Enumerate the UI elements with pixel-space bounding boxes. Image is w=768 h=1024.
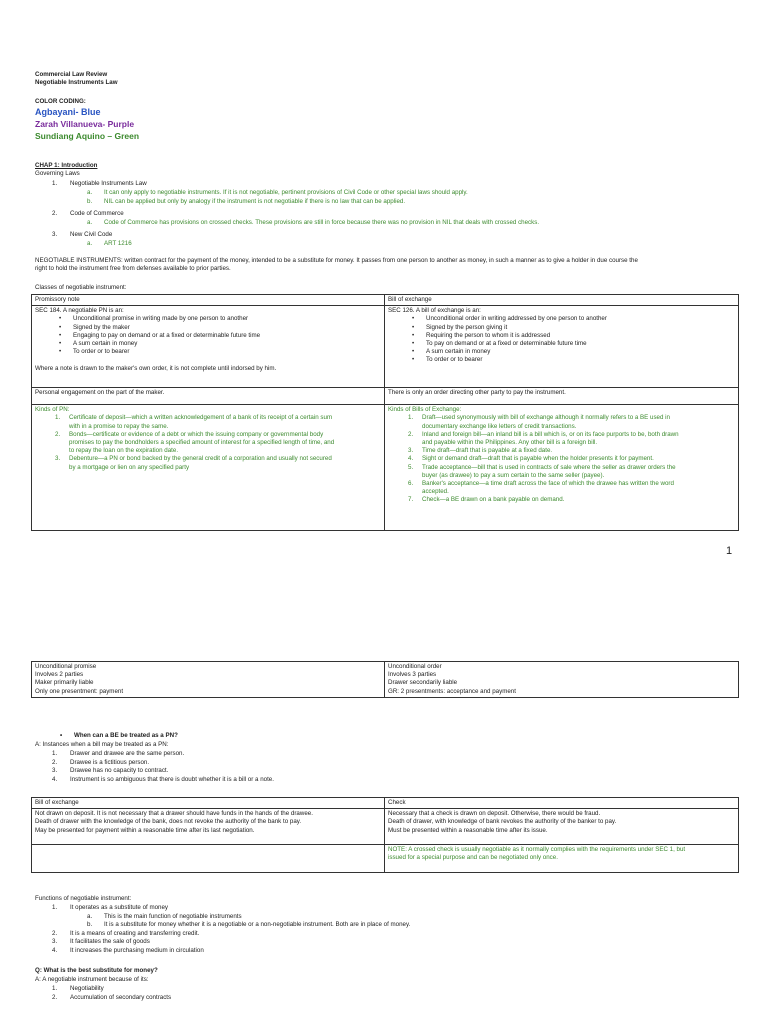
table-cell: [32, 845, 385, 873]
list-item: 2. Accumulation of secondary contracts: [52, 994, 172, 1001]
substitute-question: Q: What is the best substitute for money?: [35, 967, 158, 974]
be-definition-cell: [385, 306, 739, 388]
list-item: 1. Negotiable Instruments Law: [52, 180, 147, 187]
coder-blue: Agbayani- Blue: [35, 107, 101, 117]
list-item: 4. It increases the purchasing medium in circulation: [52, 946, 204, 954]
list-item: 3. Time draft—draft that is payable at a fixed date.: [408, 447, 553, 455]
pn-definition-cell: [32, 306, 385, 388]
pn-vs-be-table: [31, 294, 739, 531]
definition-line-2: right to hold the instrument free from defenses available to prior parties.: [35, 265, 231, 272]
list-item: a. Code of Commerce has provisions on crossed checks. These provisions are still in force because there was no provision in NIL that deals with crossed checks.: [87, 219, 540, 226]
list-item: 1. Drawer and drawee are the same person.: [52, 750, 185, 757]
list-item: • A sum certain in money: [412, 348, 491, 356]
be-as-pn-list: [52, 750, 652, 784]
list-item: b. It is a substitute for money whether it is a negotiable or a non-negotiable instrument. Both are in place of money.: [87, 921, 411, 928]
table-row: [32, 845, 739, 873]
chapter-heading: CHAP 1: Introduction: [35, 162, 98, 169]
list-item: a. It can only apply to negotiable instruments. If it is not negotiable, pertinent provisions of Civil Code or other special laws should apply.: [87, 189, 468, 196]
kinds-pn-cell: [32, 405, 385, 531]
table-row: [32, 662, 739, 698]
table-row: [32, 388, 739, 405]
table-row: [32, 306, 739, 388]
kinds-be-title: Kinds of Bills of Exchange:: [388, 406, 462, 414]
pn-section: SEC 184. A negotiable PN is an:: [35, 307, 124, 315]
color-coding-label: COLOR CODING:: [35, 98, 86, 105]
list-item: • Unconditional promise in writing made by one person to another: [59, 315, 249, 323]
governing-laws-list: [52, 180, 732, 249]
list-item: • Signed by the maker: [59, 323, 130, 331]
table-row: [32, 798, 739, 809]
crossed-check-note: NOTE: A crossed check is usually negotiable as it normally complies with the requirements under SEC 1, but issued for a special purpose and can be negotiated only once.: [385, 845, 739, 873]
list-item: • Signed by the person giving it: [412, 323, 508, 331]
doc-title: Commercial Law Review: [35, 71, 108, 78]
functions-title: Functions of negotiable instrument:: [35, 895, 132, 902]
list-item: • To order or to bearer: [59, 348, 130, 356]
table-row: [32, 405, 739, 531]
list-item: 3. Drawee has no capacity to contract.: [52, 767, 169, 774]
table-cell: Not drawn on deposit. It is not necessary that a drawer should have funds in the hands of the drawee. Death of drawer with the knowledge of the bank, does not revoke the authority of the bank to pay. May be presented for payment within a reasonable time after its last negotiation.: [32, 809, 385, 845]
table-header-cell: Bill of exchange: [385, 295, 739, 306]
list-item: 2. Code of Commerce: [52, 210, 124, 217]
list-item: • A sum certain in money: [59, 339, 138, 347]
list-item: 1. Certificate of deposit—which a written acknowledgement of a bank of its receipt of a certain sum with in a promise to repay the same.: [55, 414, 333, 430]
list-item: • Unconditional order in writing addressed by one person to another: [412, 315, 607, 323]
be-vs-check-table: [31, 797, 739, 873]
list-item: 2. Drawee is a fictitious person.: [52, 758, 150, 766]
table-header-cell: Bill of exchange: [32, 798, 385, 809]
list-item: 7. Check—a BE drawn on a bank payable on demand.: [408, 496, 565, 504]
list-item: 4. Sight or demand draft—draft that is payable when the holder presents it for payment.: [408, 455, 654, 463]
table-header-cell: Promissory note: [32, 295, 385, 306]
be-section: SEC 126. A bill of exchange is an:: [388, 307, 481, 315]
list-item: • Requiring the person to whom it is addressed: [412, 331, 551, 339]
coder-green: Sundiang Aquino – Green: [35, 131, 140, 141]
list-item: a. ART 1216: [87, 240, 132, 247]
be-as-pn-question: • When can a BE be treated as a PN?: [60, 732, 178, 739]
table-cell: There is only an order directing other party to pay the instrument.: [385, 388, 739, 405]
list-item: 1. It operates as a substitute of money: [52, 904, 169, 911]
list-item: 2. Inland and foreign bill—an inland bill is a bill which is, or on its face purports to be, both drawn and payable within the Philippines. Any other bill is a foreign bill.: [408, 430, 679, 446]
list-item: 6. Banker's acceptance—a time draft across the face of which the drawee has written the word accepted.: [408, 479, 674, 496]
page-number: 1: [726, 545, 733, 557]
list-item: 2. Bonds—certificate or evidence of a debt or which the issuing company or governmental body promises to pay the bondholders a specified amount of interest for a specified length of time, and to repay the loan on the expiration date.: [55, 430, 335, 455]
document-page-2: [0, 570, 768, 1024]
table-cell: Unconditional order Involves 3 parties Drawer secondarily liable GR: 2 presentments: acceptance and payment: [385, 662, 739, 698]
list-item: 3. New Civil Code: [52, 231, 113, 238]
table-cell: Necessary that a check is drawn on deposit. Otherwise, there would be fraud. Death of drawer, with knowledge of bank revokes the authority of the banker to pay. Must be presented within a reasonable time after its issue.: [385, 809, 739, 845]
kinds-be-cell: [385, 405, 739, 531]
list-item: 3. Debenture—a PN or bond backed by the general credit of a corporation and usually not secured by a mortgage or lien on any specified party: [55, 455, 332, 471]
list-item: • To pay on demand or at a fixed or determinable future time: [412, 339, 587, 347]
table-cell: Personal engagement on the part of the maker.: [32, 388, 385, 405]
pn-note: Where a note is drawn to the maker's own order, it is not complete until indorsed by him.: [35, 365, 277, 373]
list-item: b. NIL can be applied but only by analogy if the instrument is not negotiable if there is no law that can be applied.: [87, 198, 406, 205]
table-header-cell: Check: [385, 798, 739, 809]
be-as-pn-answer: A: Instances when a bill may be treated as a PN:: [35, 741, 169, 748]
list-item: 3. It facilitates the sale of goods: [52, 938, 150, 945]
list-item: 1. Draft—used synonymously with bill of exchange although it normally refers to a BE used in documentary exchange like letters of credit transactions.: [408, 414, 670, 430]
substitute-list: [52, 985, 452, 1003]
pn-be-comparison-table: [31, 661, 739, 698]
substitute-answer: A: A negotiable instrument because of its:: [35, 976, 149, 983]
doc-subtitle: Negotiable Instruments Law: [35, 79, 118, 86]
list-item: 5. Trade acceptance—bill that is used in contracts of sale where the seller as drawer orders the buyer (as drawee) to pay a sum certain to the same seller (payee).: [408, 463, 676, 479]
functions-list: [52, 904, 702, 955]
classes-label: Classes of negotiable instrument:: [35, 284, 127, 291]
list-item: 4. Instrument is so ambiguous that there is doubt whether it is a bill or a note.: [52, 775, 274, 783]
definition-line-1: NEGOTIABLE INSTRUMENTS: written contract for the payment of the money, intended to be a substitute for money. It passes from one person to another as money, in such a manner as to give a holder in due course the: [35, 257, 638, 264]
list-item: • Engaging to pay on demand or at a fixed or determinable future time: [59, 331, 261, 339]
table-row: [32, 809, 739, 845]
list-item: 1. Negotiability: [52, 985, 104, 992]
table-cell: Unconditional promise Involves 2 parties Maker primarily liable Only one presentment: payment: [32, 662, 385, 698]
coder-purple: Zarah Villanueva- Purple: [35, 119, 135, 129]
list-item: 2. It is a means of creating and transferring credit.: [52, 929, 200, 937]
list-item: a. This is the main function of negotiable instruments: [87, 912, 242, 920]
governing-laws-label: Governing Laws: [35, 170, 80, 177]
list-item: • To order or to bearer: [412, 356, 483, 364]
table-row: [32, 295, 739, 306]
kinds-pn-title: Kinds of PN:: [35, 406, 70, 414]
